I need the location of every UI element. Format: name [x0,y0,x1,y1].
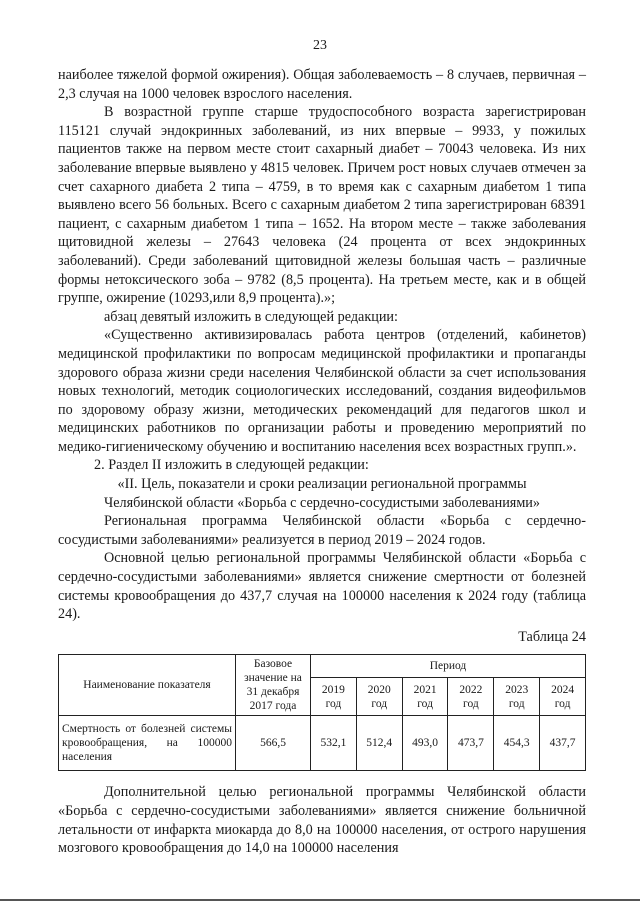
section-heading: «II. Цель, показатели и сроки реализации региональной программы [117,476,527,493]
header-year: 2021 год [402,677,448,716]
header-period: Период [311,655,586,677]
header-year: 2023 год [494,677,540,716]
page-bottom-edge [0,899,640,901]
row-value: 532,1 [311,716,357,771]
document-body [58,66,586,858]
header-year: 2020 год [356,677,402,716]
row-base-value: 566,5 [236,716,311,771]
paragraph: Основной целью региональной программы Челябинской области «Борьба с сердечно-сосудистыми заболеваниями» является снижение смертности от болезней системы кровообращения до 437,7 случая на 100000 населения к 2024 году (таблица 24). [58,550,586,623]
row-value: 512,4 [356,716,402,771]
header-year: 2019 год [311,677,357,716]
paragraph: наиболее тяжелой формой ожирения). Общая заболеваемость – 8 случаев, первичная – 2,3 случая на 1000 человек взрослого населения. [58,67,586,102]
header-year: 2022 год [448,677,494,716]
row-value: 493,0 [402,716,448,771]
paragraph: абзац девятый изложить в следующей редакции: [104,308,398,325]
table-label: Таблица 24 [518,628,586,645]
header-year: 2024 год [540,677,586,716]
paragraph: «Существенно активизировалась работа центров (отделений, кабинетов) медицинской профилактики по вопросам медицинской профилактики и пропаганды здорового образа жизни среди населения Челябинской области за счет использования новых технологий, методик социологических исследований, создания видеофильмов по здоровому образу жизни, методических рекомендаций для педагогов школ и медицинских работников по организации работы и проведению мероприятий по медико-гигиеническому обучению и воспитанию населения всех возрастных групп.». [58,327,586,455]
header-base-value: Базовое значение на 31 декабря 2017 года [236,655,311,716]
table-header-row [59,655,586,677]
paragraph: 2. Раздел II изложить в следующей редакции: [94,457,369,474]
paragraph: Дополнительной целью региональной программы Челябинской области «Борьба с сердечно-сосудистыми заболеваниями» является снижение больничной летальности от инфаркта миокарда до 8,0 на 100000 населения, от острого нарушения мозгового кровообращения до 14,0 на 100000 населения [58,784,586,857]
row-value: 454,3 [494,716,540,771]
page-number: 23 [313,38,327,53]
row-value: 437,7 [540,716,586,771]
section-heading: Челябинской области «Борьба с сердечно-сосудистыми заболеваниями» [104,494,540,511]
table-row [59,716,586,771]
paragraph: В возрастной группе старше трудоспособного возраста зарегистрирован 115121 случай эндокринных заболеваний, из них впервые – 9933, у пожилых пациентов также на первом месте стоит сахарный диабет – 70043 человека. Из них заболевание впервые выявлено у 4815 человек. Причем рост новых случаев отмечен за счет сахарного диабета 2 типа – 4759, в то время как с сахарным диабетом 1 типа выявлено всего 56 больных. Всего с сахарным диабетом 2 типа зарегистрирован 68391 пациент, с сахарным диабетом 1 типа – 1652. На втором месте – также заболевания щитовидной железы – 27643 человека (24 процента от всех эндокринных заболеваний). Среди заболеваний щитовидной железы большая часть – различные формы нетоксического зоба – 9782 (8,5 процента). На третьем месте, как и в общей группе, ожирение (10293,или 8,9 процента).»; [58,104,586,307]
header-indicator: Наименование показателя [59,655,236,716]
row-value: 473,7 [448,716,494,771]
indicator-table [58,654,586,771]
row-indicator-name: Смертность от болезней системы кровообращения, на 100000 населения [59,716,236,771]
paragraph: Региональная программа Челябинской области «Борьба с сердечно-сосудистыми заболеваниями» реализуется в период 2019 – 2024 годов. [58,513,586,548]
